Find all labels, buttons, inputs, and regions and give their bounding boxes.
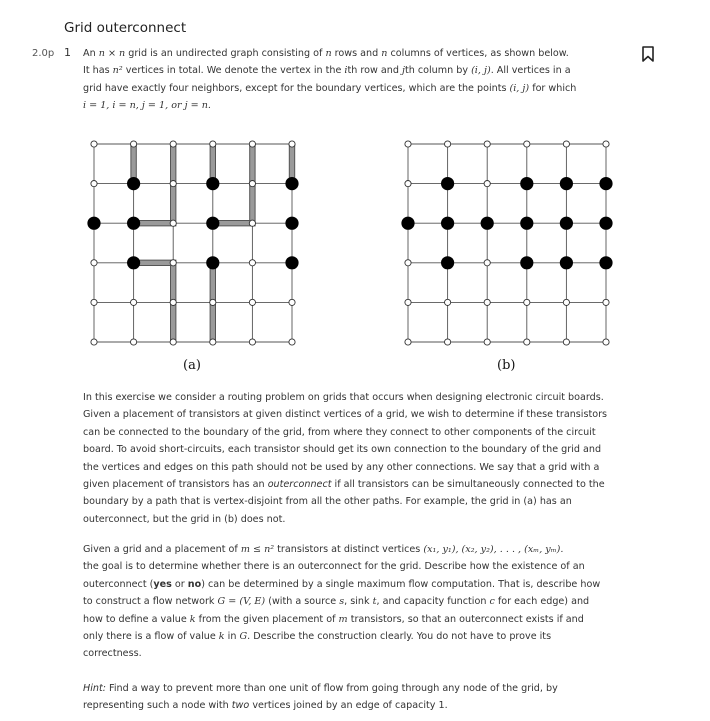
grid-vertex [91, 181, 97, 187]
transistor-node [520, 177, 533, 190]
grid-vertex [289, 141, 295, 147]
transistor-node [206, 177, 219, 190]
grid-vertex [249, 141, 255, 147]
outerconnect-term: outerconnect [267, 479, 332, 491]
figure-a-caption: (a) [183, 358, 201, 373]
grid-vertex [91, 299, 97, 305]
grid-vertex [405, 141, 411, 147]
transistor-node [285, 256, 298, 269]
transistor-node [481, 217, 494, 230]
grid-vertex [563, 299, 569, 305]
transistor-node [285, 217, 298, 230]
transistor-node [285, 177, 298, 190]
grid-vertex [249, 181, 255, 187]
grid-vertex [524, 299, 530, 305]
grid-vertex [405, 299, 411, 305]
grid-vertex [249, 339, 255, 345]
grid-vertex [524, 339, 530, 345]
grid-vertex [484, 339, 490, 345]
transistor-node [560, 177, 573, 190]
transistor-node [127, 217, 140, 230]
grid-vertex [131, 141, 137, 147]
grid-vertex [405, 260, 411, 266]
transistor-node [441, 256, 454, 269]
transistor-node [127, 256, 140, 269]
transistor-node [206, 217, 219, 230]
transistor-node [87, 217, 100, 230]
grid-vertex [170, 141, 176, 147]
grid-vertex [484, 299, 490, 305]
transistor-node [599, 256, 612, 269]
grid-vertex [603, 141, 609, 147]
grid-vertex [249, 260, 255, 266]
grid-vertex [210, 339, 216, 345]
bookmark-icon[interactable] [641, 46, 655, 62]
grid-vertex [170, 299, 176, 305]
grid-vertex [170, 220, 176, 226]
transistor-node [520, 217, 533, 230]
transistor-node [560, 217, 573, 230]
grid-vertex [603, 339, 609, 345]
transistor-node [401, 217, 414, 230]
grid-vertex [563, 141, 569, 147]
grid-vertex [170, 260, 176, 266]
grid-vertex [249, 220, 255, 226]
transistor-node [560, 256, 573, 269]
transistor-node [599, 217, 612, 230]
grid-vertex [91, 260, 97, 266]
grid-vertex [524, 141, 530, 147]
transistor-node [441, 217, 454, 230]
grid-figure-a [82, 134, 304, 354]
grid-vertex [445, 339, 451, 345]
grid-vertex [131, 299, 137, 305]
grid-vertex [484, 141, 490, 147]
grid-vertex [91, 141, 97, 147]
grid-figure-b [396, 134, 618, 354]
intro-paragraph: An n × n grid is an undirected graph consisting of n rows and n columns of vertices, as shown below. It has n² vertices in total. We denote the vertex in the ith row and jth column by (i, j). All vertices in a grid have exactly four neighbors, except for the boundary vertices, which are the points (i, j) for which i = 1, i = n, j = 1, or j = n. [83, 48, 577, 112]
grid-vertex [249, 299, 255, 305]
task-paragraph: Given a grid and a placement of m ≤ n² transistors at distinct vertices (x₁, y₁), (x₂, y₂), . . . , (xₘ, yₘ). the goal is to determine whether there is an outerconnect for the grid. Describe how the existence of an outerconnect (yes or no) can be determined by a single maximum flow computation. That is, describe how to construct a flow network G = (V, E) (with a source s, sink t, and capacity function c for each edge) and how to define a value k from the given placement of m transistors, so that an outerconnect exists if and only there is a flow of value k in G. Describe the construction clearly. You do not have to prove its correctness. [83, 544, 601, 660]
question-number: 1 [64, 46, 71, 59]
figure-b-caption: (b) [497, 358, 516, 373]
routing-paragraph: In this exercise we consider a routing problem on grids that occurs when designing electronic circuit boards. Given a placement of transistors at given distinct vertices of a grid, we wish to determine if these transistors can be connected to the boundary of the grid, from where they connect to other components of the circuit board. To avoid short-circuits, each transistor should get its own connection to the boundary of the grid and the vertices and edges on this path should not be used by any other connections. We say that a grid with a given placement of transistors has an outerconnect if all transistors can be simultaneously connected to the boundary by a path that is vertex-disjoint from all the other paths. For example, the grid in (a) has an outerconnect, but the grid in (b) does not. [83, 392, 608, 525]
grid-vertex [484, 181, 490, 187]
grid-vertex [170, 181, 176, 187]
grid-vertex [405, 181, 411, 187]
grid-vertex [210, 141, 216, 147]
grid-vertex [603, 299, 609, 305]
hint-paragraph: Hint: Find a way to prevent more than one unit of flow from going through any node of the grid, by representing such a node with two vertices joined by an edge of capacity 1. [83, 683, 558, 712]
grid-vertex [289, 299, 295, 305]
transistor-node [599, 177, 612, 190]
grid-vertex [445, 299, 451, 305]
grid-vertex [445, 141, 451, 147]
transistor-node [520, 256, 533, 269]
grid-vertex [563, 339, 569, 345]
grid-vertex [484, 260, 490, 266]
transistor-node [206, 256, 219, 269]
grid-vertex [91, 339, 97, 345]
transistor-node [127, 177, 140, 190]
grid-vertex [289, 339, 295, 345]
points-label: 2.0p [32, 48, 55, 59]
transistor-node [441, 177, 454, 190]
grid-vertex [170, 339, 176, 345]
grid-vertex [210, 299, 216, 305]
grid-vertex [405, 339, 411, 345]
question-title: Grid outerconnect [64, 20, 187, 36]
grid-vertex [131, 339, 137, 345]
